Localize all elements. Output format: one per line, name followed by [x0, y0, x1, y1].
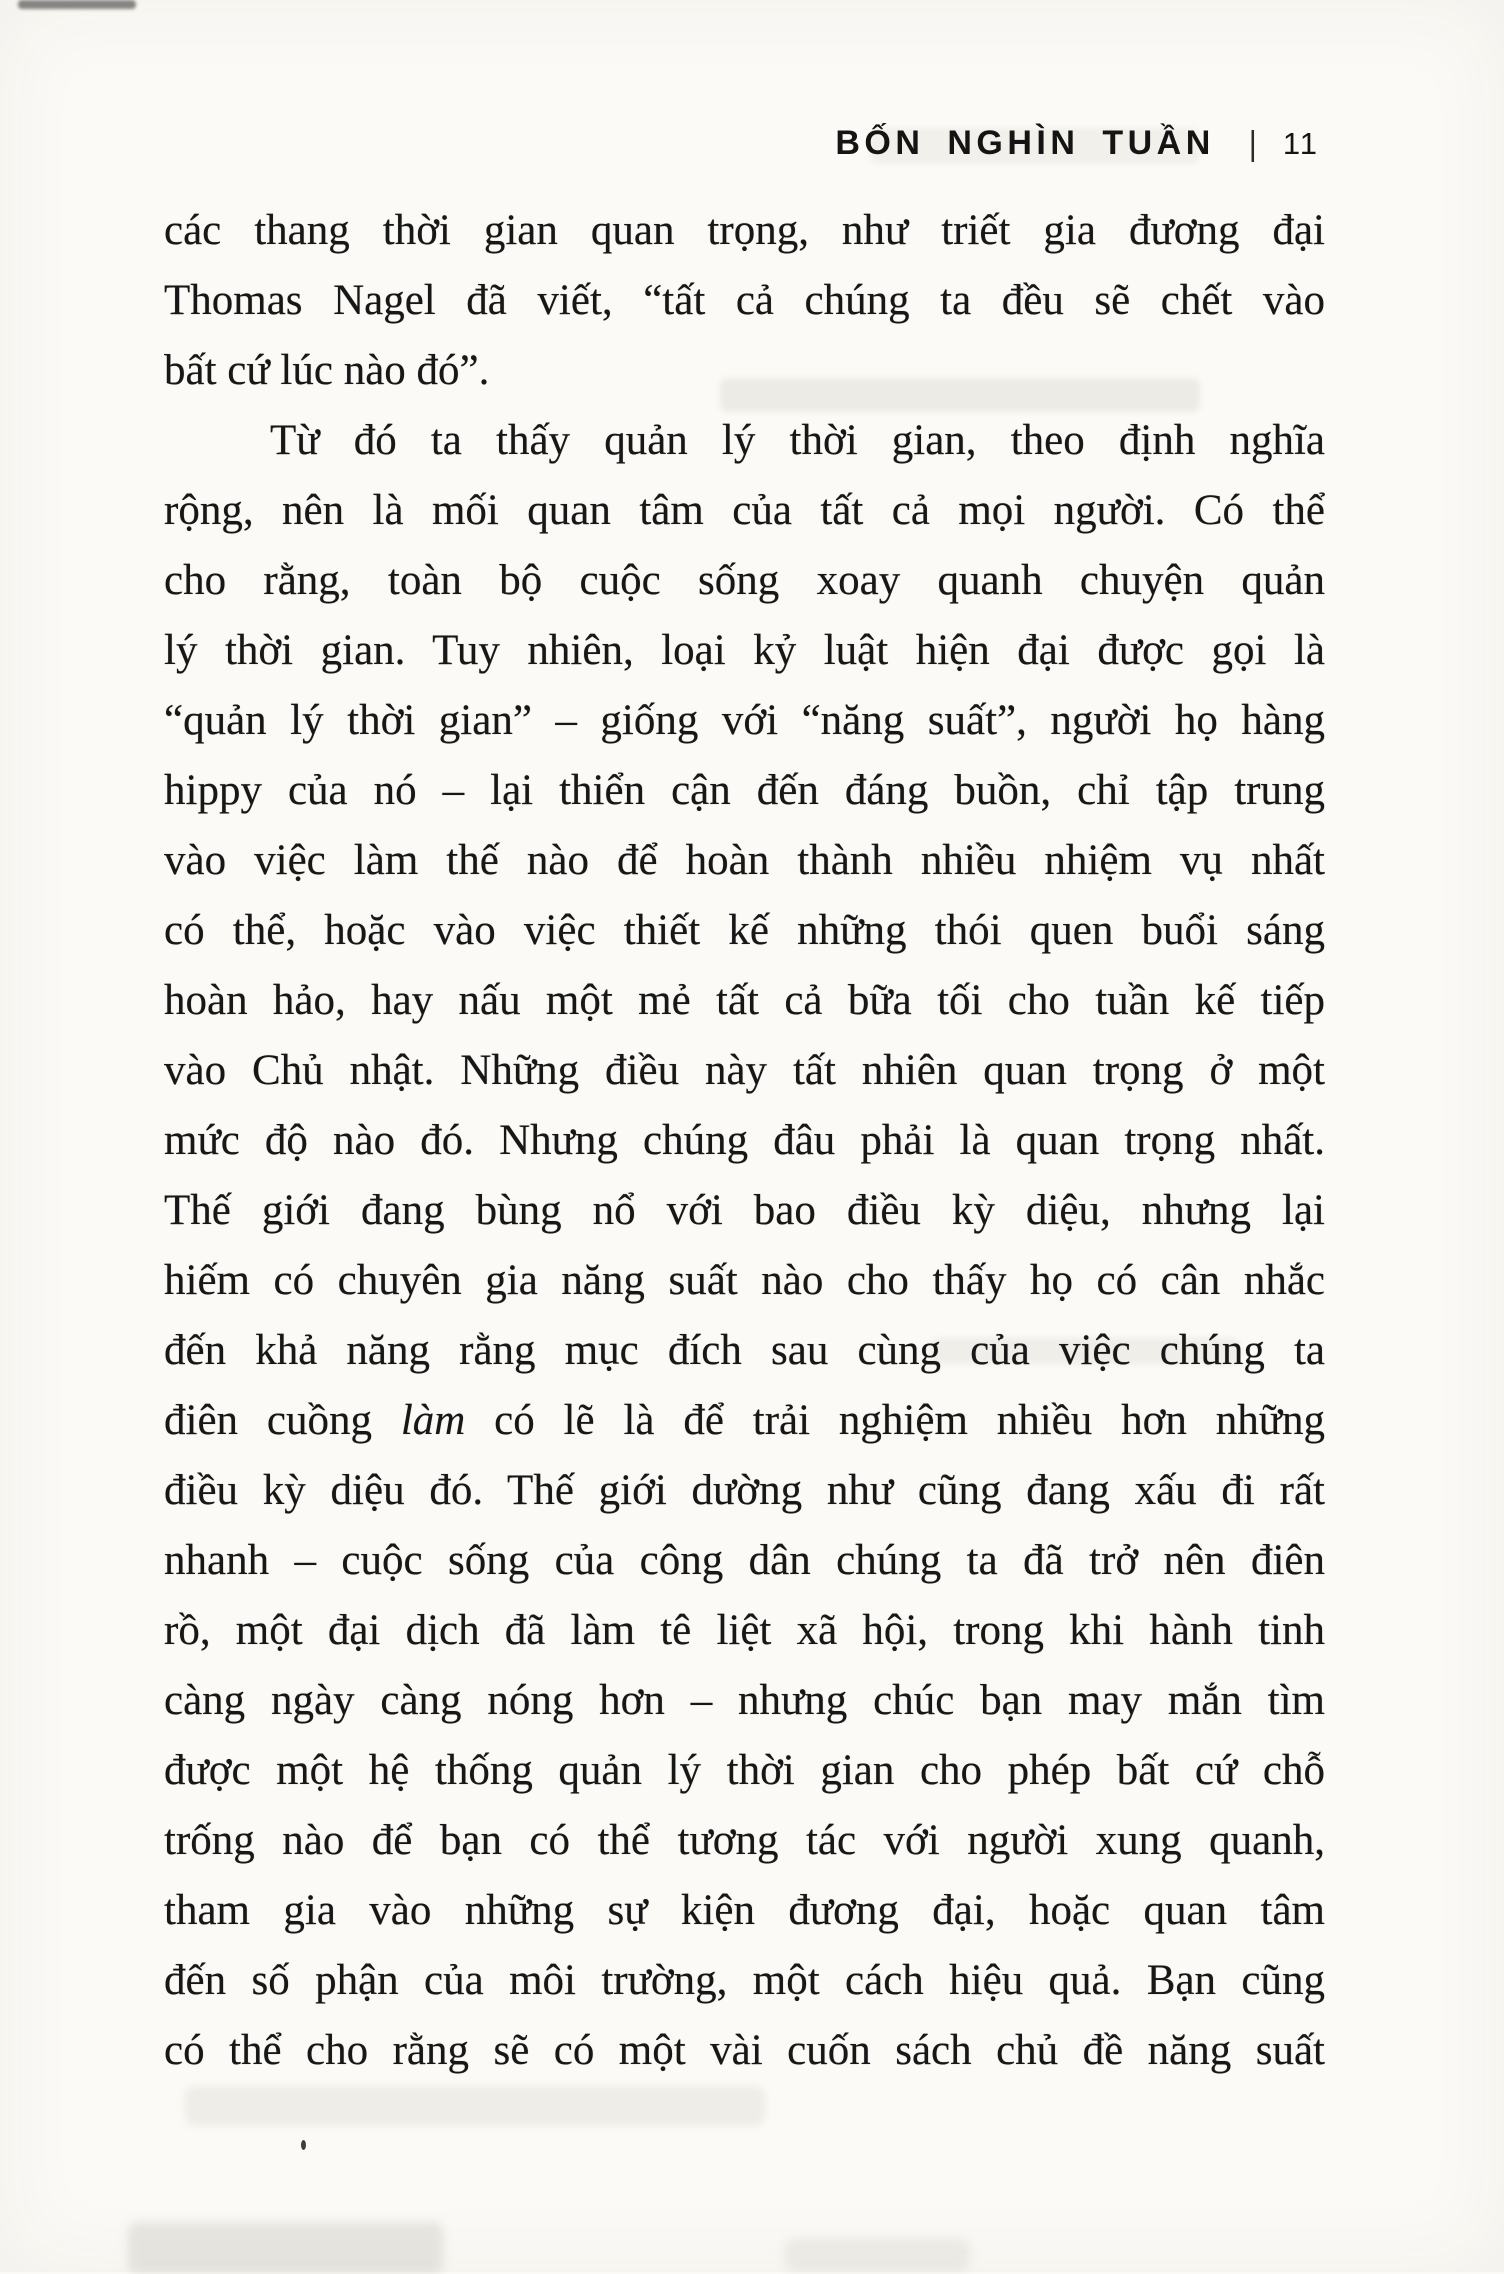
text-line: đến khả năng rằng mục đích sau cùng của việc chúng ta: [164, 1327, 1325, 1374]
text-line: rồ, một đại dịch đã làm tê liệt xã hội, trong khi hành tinh: [164, 1607, 1325, 1654]
text-line: cho rằng, toàn bộ cuộc sống xoay quanh chuyện quản: [164, 557, 1325, 604]
ink-dot: [301, 2140, 306, 2150]
scan-smudge: [128, 2222, 443, 2274]
text-line: vào việc làm thế nào để hoàn thành nhiều nhiệm vụ nhất: [164, 837, 1325, 884]
bleed-through-ghost: [185, 2086, 765, 2126]
text-line: lý thời gian. Tuy nhiên, loại kỷ luật hiện đại được gọi là: [164, 627, 1325, 674]
text-line: hiếm có chuyên gia năng suất nào cho thấy họ có cân nhắc: [164, 1257, 1325, 1304]
book-title: BỐN NGHÌN TUẦN: [835, 124, 1215, 162]
text-line: hippy của nó – lại thiển cận đến đáng buồn, chỉ tập trung: [164, 767, 1325, 814]
header-separator: |: [1248, 124, 1257, 163]
paragraph: [164, 196, 1325, 406]
text-line: các thang thời gian quan trọng, như triết gia đương đại: [164, 207, 1325, 254]
text-line: Thomas Nagel đã viết, “tất cả chúng ta đều sẽ chết vào: [164, 277, 1325, 324]
text-line: có thể, hoặc vào việc thiết kế những thói quen buổi sáng: [164, 907, 1325, 954]
text-line: vào Chủ nhật. Những điều này tất nhiên quan trọng ở một: [164, 1047, 1325, 1094]
italic-word: làm: [400, 1397, 466, 1444]
text-line: mức độ nào đó. Nhưng chúng đâu phải là quan trọng nhất.: [164, 1117, 1325, 1164]
scan-smudge: [18, 0, 136, 9]
text-line: điên cuồng làm có lẽ là để trải nghiệm nhiều hơn những: [164, 1397, 1325, 1444]
text-line: nhanh – cuộc sống của công dân chúng ta đã trở nên điên: [164, 1537, 1325, 1584]
text-line: đến số phận của môi trường, một cách hiệu quả. Bạn cũng: [164, 1957, 1325, 2004]
text-line: hoàn hảo, hay nấu một mẻ tất cả bữa tối cho tuần kế tiếp: [164, 977, 1325, 1024]
paragraph: [164, 406, 1325, 2086]
text-line: có thể cho rằng sẽ có một vài cuốn sách chủ đề năng suất: [164, 2027, 1325, 2074]
text-line: được một hệ thống quản lý thời gian cho phép bất cứ chỗ: [164, 1747, 1325, 1794]
text-line: điều kỳ diệu đó. Thế giới dường như cũng đang xấu đi rất: [164, 1467, 1325, 1514]
text-line: rộng, nên là mối quan tâm của tất cả mọi người. Có thể: [164, 487, 1325, 534]
text-line: Từ đó ta thấy quản lý thời gian, theo định nghĩa: [270, 417, 1325, 464]
running-header: [835, 124, 1319, 163]
text-line: tham gia vào những sự kiện đương đại, hoặc quan tâm: [164, 1887, 1325, 1934]
body-text: [164, 196, 1325, 2086]
text-line: càng ngày càng nóng hơn – nhưng chúc bạn may mắn tìm: [164, 1677, 1325, 1724]
text-line: Thế giới đang bùng nổ với bao điều kỳ diệu, nhưng lại: [164, 1187, 1325, 1234]
text-line: bất cứ lúc nào đó”.: [164, 347, 490, 394]
scan-smudge: [785, 2238, 970, 2272]
text-line: trống nào để bạn có thể tương tác với người xung quanh,: [164, 1817, 1325, 1864]
page-number: 11: [1282, 126, 1319, 161]
text-line: “quản lý thời gian” – giống với “năng suất”, người họ hàng: [164, 697, 1325, 744]
